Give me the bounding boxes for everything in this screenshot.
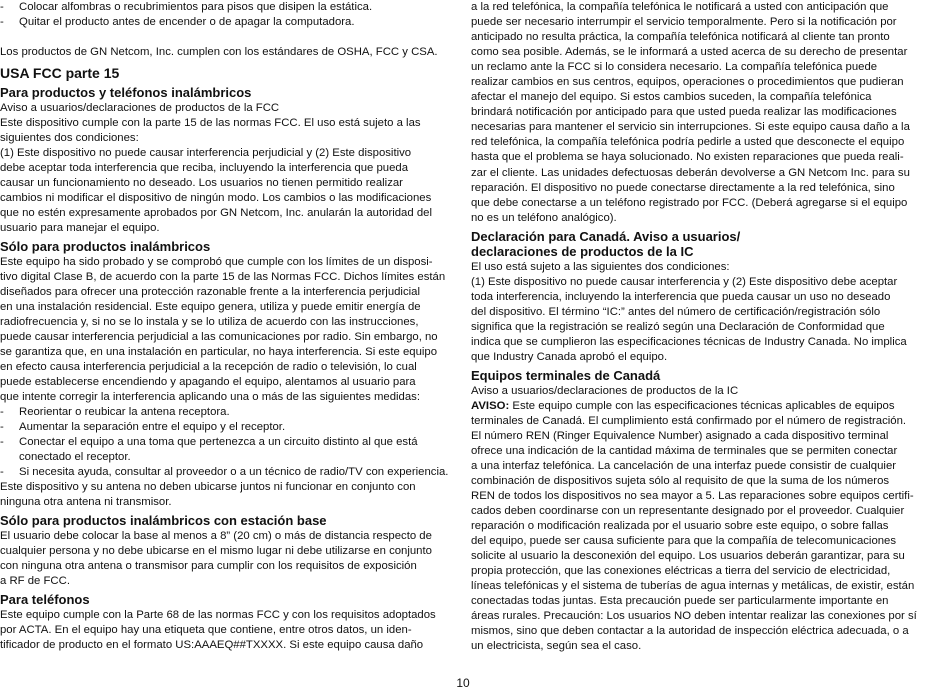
list-dash: - [0,421,4,434]
text-line: debe aceptar toda interferencia que reciba, incluyendo la interferencia que pueda [0,161,409,174]
text-line: toda interferencia, incluyendo la interferencia que pueda causar un uso no deseado [471,290,891,303]
text-line: brindará notificación por anticipado para que usted pueda realizar las modificaciones [471,106,897,119]
list-text: Conectar el equipo a una toma que pertenezca a un circuito distinto al que está [19,436,418,449]
text-line: en efecto causa interferencia perjudicial a la recepción de radio o televisión, lo cual [0,360,417,373]
list-item [0,465,455,480]
text-line: REN de todos los dispositivos no sea mayor a 5. Las reparaciones sobre equipos certifi- [471,489,914,502]
canada-paragraph [471,260,926,365]
heading-canada-terminal: Equipos terminales de Canadá [471,368,661,384]
text-line: mismos, sino que deben contactar a la autoridad de inspección eléctrica adecuada, o a [471,625,909,638]
text-line: cualquier persona y no debe ubicarse en el mismo lugar ni debe utilizarse en conjunto [0,544,432,557]
text-line: (1) Este dispositivo no puede causar interferencia y (2) Este dispositivo debe aceptar [471,275,898,288]
text-line: solicite al usuario la desconexión del equipo. Los usuarios deberán garantizar, para su [471,550,905,563]
text-line: red telefónica, la compañía telefónica podría pedirle a usted que desconecte el equipo [471,136,905,149]
text-line: Aviso a usuarios/declaraciones de productos de la FCC [0,101,280,114]
text-line: El uso está sujeto a las siguientes dos condiciones: [471,260,730,273]
text-line: que intente corregir la interferencia aplicando una o más de las siguientes medidas: [0,390,420,403]
text-line: que debe conectarse a un teléfono registrado por FCC. (Deberá agregarse si el equipo [471,196,908,209]
list-dash: - [0,1,4,13]
list-text: Quitar el producto antes de encender o de apagar la computadora. [19,16,355,29]
wireless-paragraph [0,101,455,236]
list-dash: - [0,16,4,29]
text-line: a una interfaz telefónica. La cancelación de una interfaz puede consistir de cualquier [471,459,897,472]
text-line: un reclamo ante la FCC si lo considera necesario. La compañía telefónica puede [471,61,878,74]
text-line: (1) Este dispositivo no puede causar interferencia perjudicial y (2) Este dispositivo [0,146,412,159]
text-line: radiofrecuencia y, si no se lo instala y se lo utiliza de acuerdo con las instrucciones, [0,315,419,328]
heading-line: Declaración para Canadá. Aviso a usuarios/ [471,228,741,244]
right-column [471,0,926,654]
text-line: ninguna otra antena ni transmisor. [0,496,172,509]
text-line: causar un funcionamiento no deseado. Los usuarios no tienen permitido realizar [0,176,403,189]
list-text: conectado el receptor. [19,451,131,464]
text-line: indica que se cumplieron las especificaciones técnicas de Industry Canada. No implica [471,335,907,348]
list-text: Reorientar o reubicar la antena receptora. [19,406,230,419]
text-line: diseñados para ofrecer una protección razonable frente a la interferencia perjudicial [0,285,420,298]
text-line: significa que la registración se realizó según una Declaración de Conformidad que [471,320,885,333]
text-line: se garantiza que, en una instalación en particular, no haya interferencia. Si este equipo [0,345,438,358]
text-line: reparación. El dispositivo no puede conectarse directamente a la red telefónica, sino [471,181,895,194]
text-line: Este equipo ha sido probado y se comprobó que cumple con los límites de un disposi- [0,255,433,268]
list-item [0,420,455,435]
text-line: a RF de FCC. [0,575,70,587]
text-line: Este dispositivo y su antena no deben ubicarse juntos ni funcionar en conjunto con [0,481,416,494]
text-line: siguientes dos condiciones: [0,131,139,144]
text-line: Aviso a usuarios/declaraciones de productos de la IC [471,384,739,397]
osha-statement: Los productos de GN Netcom, Inc. cumplen con los estándares de OSHA, FCC y CSA. [0,46,438,59]
text-line: a la red telefónica, la compañía telefónica le notificará a usted con anticipación que [471,1,889,13]
left-column [0,0,455,653]
text-line: que Industry Canada aprobó el equipo. [471,350,668,363]
text-line: del equipo, puede ser causa suficiente para que la compañía de telecomunicaciones [471,535,897,547]
text-line: tificador de producto en el formato US:AAAEQ##TXXXX. Si este equipo causa daño [0,638,424,651]
list-dash: - [0,466,4,479]
text-line: por ACTA. En el equipo hay una etiqueta que contiene, entre otros datos, un iden- [0,623,412,636]
text-line: cambios ni modificar el dispositivo de ningún modo. Los cambios o las modificaciones [0,191,432,204]
text-line: tivo digital Clase B, de acuerdo con la parte 15 de las Normas FCC. Dichos límites están [0,270,446,283]
text-line: un electricista, según sea el caso. [471,640,642,653]
text-line: hasta que el problema se haya solucionado. No existen reparaciones que pueda reali- [471,151,904,164]
text-line: terminales de Canadá. El cumplimiento está confirmado por el número de registración. [471,414,907,427]
text-line: como sea posible. Además, se le informará a usted acerca de su derecho de presentar [471,46,908,59]
phones-paragraph [0,608,455,653]
text-line: El usuario debe colocar la base al menos a 8” (20 cm) o más de distancia respecto de [0,529,432,542]
text-line: combinación de dispositivos sujeta sólo al requisito de que la suma de los números [471,474,890,487]
list-dash: - [0,436,4,449]
heading-wireless-only: Sólo para productos inalámbricos [0,239,211,255]
heading-base-station: Sólo para productos inalámbricos con estación base [0,513,327,529]
text-line: realizar cambios en sus centros, equipos, operaciones o procedimientos que pudieran [471,76,904,89]
text-line: anticipado no resulta práctica, la compañía telefónica notificará al cliente tan pronto [471,31,890,44]
text-line: propia protección, que las conexiones eléctricas a tierra del servicio de electricidad, [471,565,891,578]
base-station-paragraph [0,529,455,589]
list-item [0,0,455,15]
text-line: puede causar interferencia perjudicial a las comunicaciones por radio. Sin embargo, no [0,330,438,343]
list-item [0,435,455,465]
notice-text: Este equipo cumple con las especificaciones técnicas aplicables de equipos [509,399,895,412]
text-line: Este dispositivo cumple con la parte 15 de las normas FCC. El uso está sujeto a las [0,116,421,129]
text-line: afectar el manejo del equipo. Si estos cambios suceden, la compañía telefónica [471,91,872,104]
page-number: 10 [456,676,470,690]
text-line: en una instalación residencial. Este equipo genera, utiliza y puede emitir energía de [0,300,421,313]
list-text: Si necesita ayuda, consultar al proveedor o a un técnico de radio/TV con experiencia. [19,466,449,479]
section-title-usa-fcc: USA FCC parte 15 [0,65,120,82]
heading-canada-declaration [471,229,926,260]
text-line [471,399,926,414]
text-line: áreas rurales. Precaución: Los usuarios NO deben intentar realizar las conexiones por sí [471,610,917,623]
text-line: no es un teléfono analógico). [471,211,617,224]
heading-wireless-phones: Para productos y teléfonos inalámbricos [0,85,252,101]
text-line: necesarias para mantener el servicio sin interrupciones. Si este equipo causa daño a la [471,121,910,134]
text-line: puede ser necesario interrumpir el servicio temporalmente. Pero si la notificación por [471,16,897,29]
text-line: del dispositivo. El término “IC:” antes del número de certificación/registración sólo [471,305,881,318]
terminal-paragraph [471,384,926,655]
list-item [0,405,455,420]
list-item [0,15,455,30]
text-line: que no estén expresamente aprobados por GN Netcom, Inc. anularán la autoridad del [0,206,432,219]
text-line: líneas telefónicas y el sistema de tuberías de agua internas y metálicas, de existir, están [471,580,915,593]
heading-phones: Para teléfonos [0,592,90,608]
text-line: usuario para manejar el equipo. [0,222,160,235]
antenna-paragraph [0,480,455,510]
list-dash: - [0,406,4,419]
notice-label: AVISO: [471,399,510,412]
list-text: Aumentar la separación entre el equipo y el receptor. [19,421,286,434]
wireless-only-paragraph [0,255,455,405]
text-line: reparación o modificación realizada por el usuario sobre este equipo, o sobre fallas [471,519,889,532]
list-text: Colocar alfombras o recubrimientos para pisos que disipen la estática. [19,1,373,13]
text-line: con ninguna otra antena o transmisor para cumplir con los requisitos de exposición [0,559,417,572]
text-line: puede establecerse encendiendo y apagando el equipo, alentamos al usuario para [0,375,416,388]
text-line: El número REN (Ringer Equivalence Number) asignado a cada dispositivo terminal [471,429,889,442]
text-line: Este equipo cumple con la Parte 68 de las normas FCC y con los requisitos adoptados [0,608,436,621]
phones-continued-paragraph [471,0,926,226]
heading-line: declaraciones de productos de la IC [471,244,694,260]
text-line: cados deben coordinarse con un representante designado por el proveedor. Cualquier [471,504,905,517]
text-line: conectadas todas juntas. Esta precaución puede ser particularmente importante en [471,595,889,608]
text-line: zar el cliente. Las unidades defectuosas deberán devolverse a GN Netcom Inc. para su [471,166,910,179]
text-line: ofrece una indicación de la cantidad máxima de terminales que se permiten conectar [471,444,898,457]
